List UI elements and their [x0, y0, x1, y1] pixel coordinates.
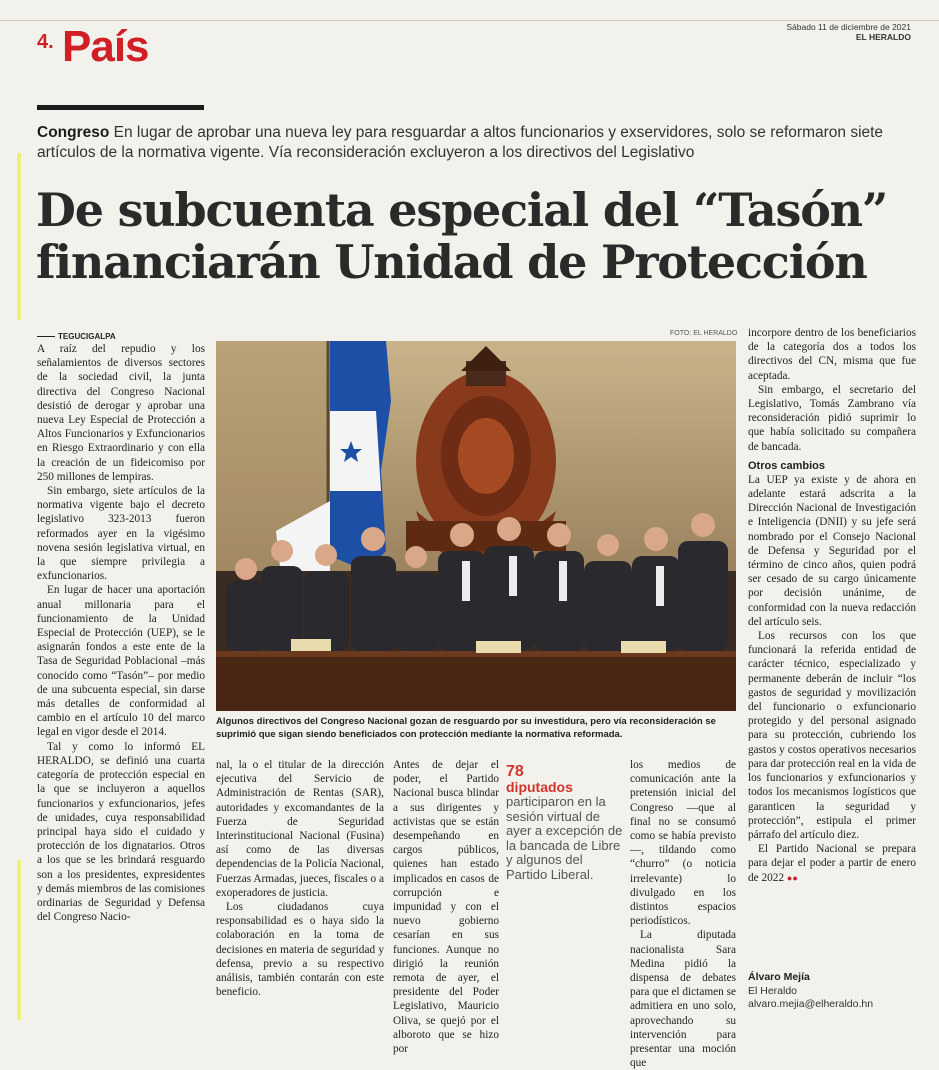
- paragraph: [748, 842, 916, 885]
- article-column-3: [393, 758, 499, 1056]
- marker-highlight: [17, 153, 21, 320]
- byline: [748, 971, 918, 1012]
- article-column-5: [748, 326, 916, 885]
- author-email[interactable]: alvaro.mejia@elheraldo.hn: [748, 998, 874, 1010]
- publication-name: EL HERALDO: [855, 32, 911, 42]
- paragraph: Tal y como lo informó EL HERALDO, se definió una cuarta categoría de protección especial en la que se incluyeron a aquellos funcionarios y exfuncionarios, jefes de unidades, cuya responsabilidad principal haya sido el cuidado y protección de los dignatarios. Otros a los que se les brindará resguardo son a los presidentes, expresidentes y demás miembros de las comisiones ordinarias de Seguridad y Defensa del Congreso Nacio-: [37, 740, 205, 924]
- closing-text: El Partido Nacional se prepara para dejar el poder a partir de enero de 2022: [748, 843, 916, 884]
- dateline: TEGUCIGALPA: [37, 332, 205, 341]
- paragraph: Antes de dejar el poder, el Partido Nacional busca blindar a sus dirigentes y activistas que se están desempeñando en cargos públicos, quienes han estado implicados en casos de corrupción e impunidad y con el nuevo gobierno cesarían en sus funciones. Aunque no dirigió la reunión remota de ayer, el presidente del Poder Legislativo, Mauricio Oliva, se quejó por el alboroto que se hizo por: [393, 759, 499, 1056]
- paragraph: En lugar de hacer una aportación anual millonaria para el funcionamiento de la Unidad Especial de Protección (UEP), se le asignarán fondos a este ente de la Tasa de Seguridad Poblacional –más conocido como “Tasón”– por medio de una subcuenta especial, sin darse más detalles de conformidad al cambio en el artículo 10 del marco legal en vigor desde el 2014.: [37, 584, 205, 739]
- date-text: Sábado 11 de diciembre de 2021: [786, 22, 911, 32]
- desk: [216, 639, 736, 711]
- end-mark-icon: ●●: [786, 872, 798, 883]
- subhead: Otros cambios: [748, 459, 826, 472]
- stat-number: 78: [506, 763, 524, 780]
- paragraph: nal, la o el titular de la dirección ejecutiva del Servicio de Administración de Rentas (SAR), autoridades y excomandantes de la Fuerza de Seguridad Interinstitucional Nacional (Fusina) así como de las diversas dependencias de la Policía Nacional, Fuerzas Armadas, jueces, fiscales o a exoperadores de justicia.: [216, 759, 384, 899]
- paragraph: incorpore dentro de los beneficiarios de la categoría dos a todos los directivos del CN, misma que fue aceptada.: [748, 327, 916, 382]
- news-photo: [216, 341, 736, 711]
- header-rule: [0, 20, 939, 21]
- stat-text: participaron en la sesión virtual de ayer a excepción de la bancada de Libre y algunos del Partido Liberal.: [506, 794, 623, 882]
- stat-box: [506, 764, 624, 882]
- paragraph: Sin embargo, el secretario del Legislativo, Tomás Zambrano vía reconsideración pidió suprimir lo que había solicitado su compañera de bancada.: [748, 383, 916, 453]
- congress-photo-illustration: [216, 341, 736, 711]
- kicker-text: En lugar de aprobar una nueva ley para resguardar a altos funcionarios y exservidores, solo se reformaron siete artículos de la normativa vigente. Vía reconsideración excluyeron a los directivos del Legislativo: [37, 124, 884, 161]
- article-column-4: [630, 758, 736, 1070]
- headline: De subcuenta especial del “Tasón” financiarán Unidad de Protección: [36, 183, 888, 289]
- paragraph: A raíz del repudio y los señalamientos de diversos sectores de la sociedad civil, la junta directiva del Congreso Nacional desistió de derogar y aprobar una nueva Ley Especial de Protección a Altos Funcionarios y Exfuncionarios en Riesgo Extraordinario y con ella la creación de un fideicomiso por 250 millones de lempiras.: [37, 343, 205, 483]
- photo-caption: Algunos directivos del Congreso Nacional gozan de resguardo por su investidura, pero vía reconsideración se suprimió que sigan siendo beneficiados con protección mediante la normativa reformada.: [216, 716, 716, 740]
- author-outlet: El Heraldo: [748, 984, 798, 997]
- kicker-label: Congreso: [37, 124, 110, 141]
- paragraph: Sin embargo, siete artículos de la normativa vigente bajo el decreto legislativo 323-2013 fueron reformados ayer en la vigésimo novena sesión legislativa virtual, en la que siempre privilegia a exfuncionarios.: [37, 485, 205, 583]
- page-number: 4.: [37, 31, 54, 53]
- paragraph: Los recursos con los que funcionará la referida entidad de carácter técnico, especializado y permanente deberán de incluir “los gastos de seguridad y movilización del funcionario o exfuncionario protegido y del personal asignado para su protección, cubriendo los gastos y costos operativos necesarios para dar protección real en la vida de los funcionarios y exfuncionarios y todos los mecanismos logísticos que garanticen la seguridad y protección”, estipula el primer párrafo del artículo diez.: [748, 630, 916, 841]
- author-name: Álvaro Mejía: [748, 971, 810, 983]
- section-title: País: [62, 22, 149, 71]
- article-column-1: [37, 332, 205, 924]
- stat-label: diputados: [506, 779, 573, 795]
- kicker: [37, 123, 917, 163]
- paragraph: Los ciudadanos cuya responsabilidad es o haya sido la colaboración en la toma de decisiones en materia de seguridad y defensa, previo a su respectivo análisis, también contarán con este beneficio.: [216, 901, 384, 999]
- section-rule: [37, 105, 204, 110]
- paragraph: La UEP ya existe y de ahora en adelante estará adscrita a la Dirección Nacional de Investigación e Inteligencia (DNII) y su jefe será nombrado por el Consejo Nacional de Defensa y Seguridad por el término de cinco años, quien podrá ser cesado de su cargo únicamente por decisión unánime, de conformidad con la nueva redacción del artículo seis.: [748, 473, 916, 628]
- issue-date: [786, 22, 911, 42]
- article-column-2: [216, 758, 384, 999]
- photo-credit: FOTO: EL HERALDO: [670, 330, 738, 337]
- paragraph: los medios de comunicación ante la pretensión inicial del Congreso —que al final no se consumó como se había previsto—, tildando como “churro” (o noticia irrelevante) lo divulgado en los distintos espacios periodísticos.: [630, 759, 736, 928]
- marker-highlight-lower: [17, 860, 21, 1020]
- paragraph: La diputada nacionalista Sara Medina pidió la dispensa de debates para que el dictamen se admitiera en uno solo, aprovechando su intervención para presentar una moción que: [630, 929, 737, 1070]
